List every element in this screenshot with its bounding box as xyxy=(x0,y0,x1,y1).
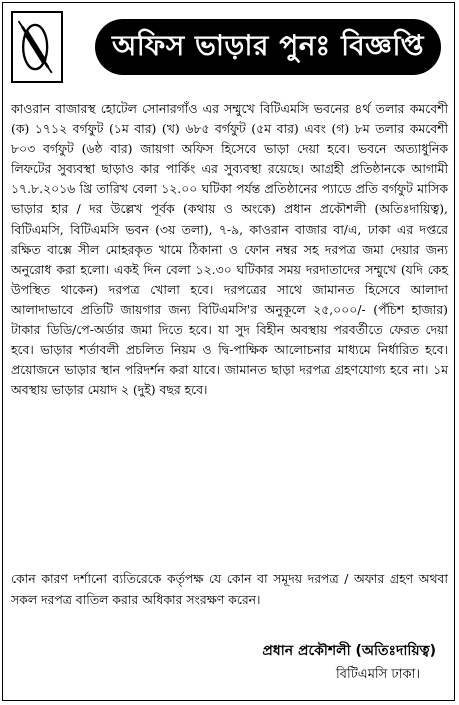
notice-body xyxy=(11,99,448,400)
signatory-title: প্রধান প্রকৌশলী (অতিঃদায়িত্ব) xyxy=(262,643,436,659)
signatory-org: বিটিএমসি ঢাকা। xyxy=(336,667,420,682)
btmc-logo-icon xyxy=(11,11,63,83)
spindle-icon xyxy=(13,13,61,81)
notice-header xyxy=(3,3,456,95)
reservation-paragraph: কোন কারণ দর্শানো ব্যতিরেকে কর্তৃপক্ষ যে কোন বা সমূদয় দরপত্র / অফার গ্রহণ অথবা সকল দরপত্র বাতিল করার অধিকার সংরক্ষণ করেন। xyxy=(11,571,448,607)
notice-reservation xyxy=(11,569,448,610)
notice-body-paragraph: কাওরান বাজারস্থ হোটেল সোনারগাঁও এর সম্মুখে বিটিএমসি ভবনের ৪র্থ তলার কমবেশী (ক) ১৭১২ বর্গফুট (১ম বার) (খ) ৬৮৫ বর্গফুট (৫ম বার) এবং (গ) ৮ম তলার কমবেশী ৮০৩ বর্গফুট (৬ষ্ঠ বার) জায়গা অফিস হিসেবে ভাড়া দেয়া হবে। ভবনে অত্যাধুনিক লিফটের সুব্যবস্থা ছাড়াও কার পার্কিং এর সুব্যবস্থা রয়েছে। আগ্রহী প্রতিষ্ঠানকে আগামী ১৭.৮.২০১৬ খ্রি তারিখ বেলা ১২.০০ ঘটিকা পর্যন্ত প্রতিষ্ঠানের প্যাডে প্রতি বর্গফুট মাসিক ভাড়ার হার / দর উল্লেখ পূর্বক (কথায় ও অংকে) প্রধান প্রকৌশলী (অতিঃদায়িত্ব), বিটিএমসি, বিটিএমসি ভবন (৩য় তলা), ৭-৯, কাওরান বাজার বা/এ, ঢাকা এর দপ্তরে রক্ষিত বাক্সে সীল মোহরকৃত খামে ঠিকানা ও ফোন নম্বর সহ দরপত্র জমা দেয়ার জন্য অনুরোধ করা হলো। একই দিন বেলা ১২.৩০ ঘটিকার সময় দরদাতাদের সম্মুখে (যদি কেহ উপস্থিত থাকেন) দরপত্র খোলা হবে। দরপত্রের সাথে জামানত হিসেবে আলাদা আলাদাভাবে প্রতিটি জায়গার জন্য বিটিএমসি'র অনুকূলে ২৫,০০০/- (পঁচিশ হাজার) টাকার ডিডি/পে-অর্ডার জমা দিতে হবে। যা সুদ বিহীন অবস্থায় পরবর্তীতে ফেরত দেয়া হবে। ভাড়ার শর্তাবলী প্রচলিত নিয়ম ও দ্বি-পাক্ষিক আলোচনার মাধ্যমে নির্ধারিত হবে। প্রয়োজনে ভাড়ার স্থান পরিদর্শন করা যাবে। জামানত ছাড়া দরপত্র গ্রহণযোগ্য হবে না। ১ম অবস্থায় ভাড়ার মেয়াদ ২ (দুই) বছর হবে। xyxy=(11,101,448,398)
notice-title: অফিস ভাড়ার পুনঃ বিজ্ঞপ্তি xyxy=(95,19,441,75)
notice-frame xyxy=(2,2,455,701)
